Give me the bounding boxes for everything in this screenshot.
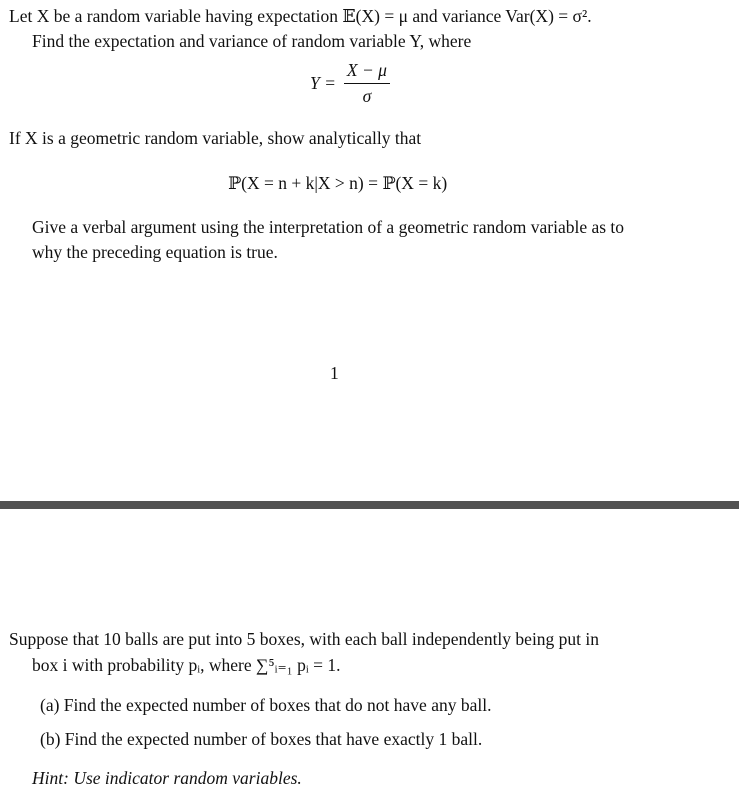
eq-numerator: X − μ (344, 60, 390, 84)
eq-lhs: Y = (310, 73, 336, 93)
q5-hint: Hint: Use indicator random variables. (32, 768, 302, 788)
q3-equation (310, 60, 390, 107)
q3-line1: Let X be a random variable having expectation 𝔼(X) = μ and variance Var(X) = σ². (9, 6, 592, 26)
eq-denominator: σ (362, 86, 372, 106)
q4-equation: ℙ(X = n + k|X > n) = ℙ(X = k) (228, 173, 448, 193)
q5-line2: box i with probability pᵢ, where ∑⁵ᵢ₌₁ pᵢ = 1. (32, 655, 341, 675)
q4-line2: Give a verbal argument using the interpretation of a geometric random variable as to (32, 217, 625, 237)
q4-line1: If X is a geometric random variable, show analytically that (9, 128, 422, 148)
q5-part-a: (a) Find the expected number of boxes that do not have any ball. (40, 695, 492, 715)
q3-line2: Find the expectation and variance of random variable Y, where (32, 31, 472, 51)
q5-part-b: (b) Find the expected number of boxes that have exactly 1 ball. (40, 729, 483, 749)
page-number: 1 (330, 363, 339, 383)
q4-line3: why the preceding equation is true. (32, 242, 278, 262)
q5-line1: Suppose that 10 balls are put into 5 boxes, with each ball independently being put in (9, 629, 600, 649)
page-divider (0, 501, 739, 509)
